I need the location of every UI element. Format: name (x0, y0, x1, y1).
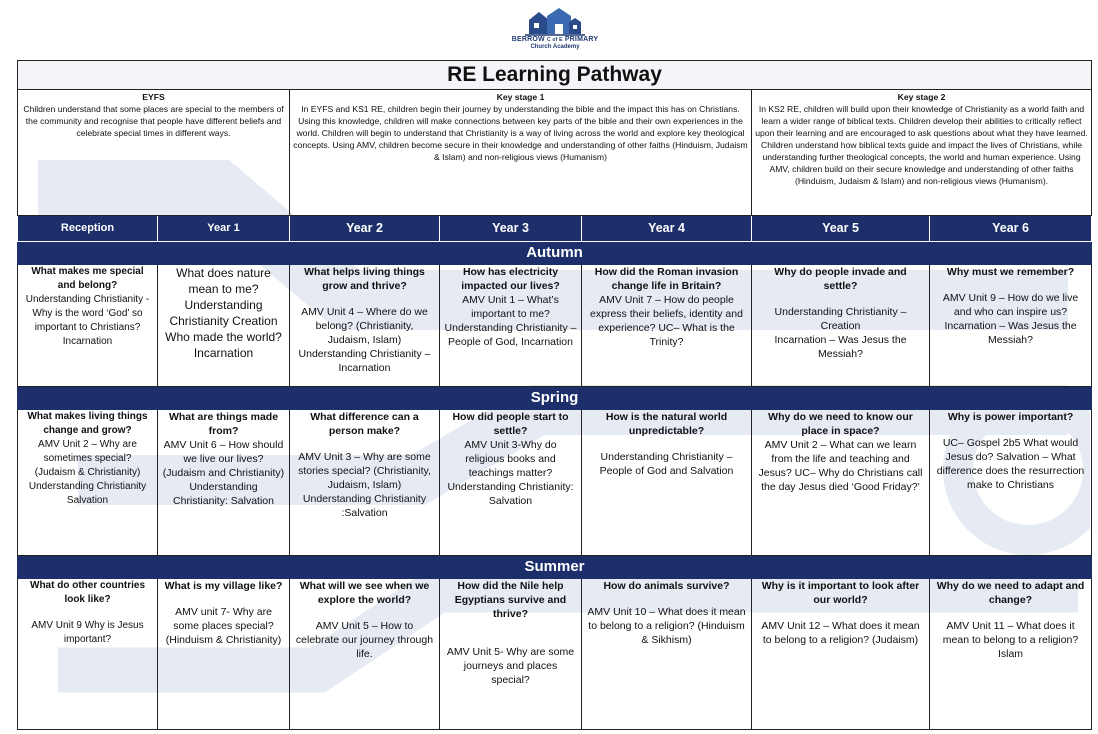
topic-question: What difference can a person make? (310, 411, 419, 437)
topic-text: Incarnation (62, 336, 113, 347)
intro-heading: Key stage 1 (496, 92, 545, 102)
year-header: Year 4 (582, 216, 752, 242)
spacer (294, 438, 435, 450)
season-header-autumn: Autumn (18, 242, 1092, 265)
topic-question: What will we see when we explore the world? (299, 580, 430, 606)
spacer (586, 593, 747, 605)
year-header: Year 5 (752, 216, 930, 242)
topic-cell (582, 410, 752, 556)
spacer (934, 279, 1087, 291)
topic-text: AMV Unit 7 – How do people express their beliefs, identity and experience? UC– What is the Trinity? (590, 294, 743, 348)
page-title: RE Learning Pathway (18, 61, 1092, 90)
spacer (756, 293, 925, 305)
year-header: Reception (18, 216, 158, 242)
school-building-icon (525, 6, 585, 36)
topic-text: AMV Unit 2 – What can we learn from the life and teaching and Jesus? UC– Why do Christians call the day Jesus died ‘Good Friday?’ (758, 439, 923, 493)
spacer (934, 424, 1087, 436)
topic-text: Understanding Christianity: Salvation (447, 481, 574, 507)
topic-cell (752, 410, 930, 556)
topic-cell (158, 579, 290, 730)
logo-line-1: BERROW (511, 36, 545, 43)
intro-text: In EYFS and KS1 RE, children begin their journey by understanding the bible and the impact this has on Christians. Using this knowledge, children will make connections between key parts of the bible and their own experiences in the world. Children will begin to understand that Christianity is a way of living across the world and explore key theological concepts. Using AMV, children become secure in their knowledge and understanding of other faiths (Hinduism, Judaism & Islam) and non-religious views (Humanism) (293, 104, 748, 162)
topic-question: What are things made from? (168, 411, 279, 437)
year-header: Year 2 (290, 216, 440, 242)
year-header: Year 6 (930, 216, 1092, 242)
topic-cell (18, 579, 158, 730)
topic-text: AMV Unit 2 – Why are sometimes special? (38, 439, 137, 464)
topic-question: What is my village like? (164, 580, 283, 592)
topic-text: Understanding Christianity – Creation (774, 306, 907, 332)
topic-text: AMV Unit 9 – How do we live and who can inspire us? (942, 292, 1079, 318)
spacer (586, 438, 747, 450)
topic-text: Salvation (66, 495, 109, 506)
spacer (934, 607, 1087, 619)
topic-text: AMV Unit 1 – What’s important to me? (462, 294, 559, 320)
topic-cell (158, 265, 290, 387)
intro-eyfs (18, 90, 290, 216)
topic-cell (18, 410, 158, 556)
topic-cell (440, 410, 582, 556)
topic-text: Understanding Christianity: Salvation (173, 481, 274, 507)
topic-text: Understanding Christianity – People of God, Incarnation (444, 322, 577, 348)
topic-text: Understanding Christianity – Incarnation (298, 348, 431, 374)
topic-text: Incarnation – Was Jesus the Messiah? (944, 320, 1077, 346)
topic-cell (930, 265, 1092, 387)
topic-text: Who made the world? (165, 330, 282, 344)
re-pathway-table (17, 60, 1092, 730)
spacer (756, 607, 925, 619)
intro-heading: EYFS (142, 92, 165, 102)
topic-text: AMV Unit 10 – What does it mean to belong to a religion? (Hinduism & Sikhism) (587, 606, 746, 646)
topic-text: UC– Gospel 2b5 What would Jesus do? Salvation – What difference does the resurrection make to Christians (936, 437, 1085, 491)
topic-cell (582, 579, 752, 730)
topic-question: Why is it important to look after our world? (761, 580, 920, 606)
topic-cell (440, 265, 582, 387)
topic-text: Understanding Christianity (28, 481, 147, 492)
intro-text: Children understand that some places are special to the members of the community and recognise that people have different beliefs and celebrate special times in different ways. (23, 104, 284, 138)
topic-question: Why do we need to adapt and change? (936, 580, 1085, 606)
topic-question: How did the Roman invasion change life in Britain? (594, 266, 739, 292)
topic-text: AMV Unit 12 – What does it mean to belong to a religion? (Judaism) (761, 620, 920, 646)
spacer (22, 607, 153, 619)
topic-question: What helps living things grow and thrive? (304, 266, 425, 292)
topic-question: What makes me special and belong? (31, 266, 144, 291)
topic-text: AMV Unit 5- Why are some journeys and places special? (446, 646, 575, 686)
topic-text: AMV Unit 5 – How to celebrate our journey through life. (295, 620, 434, 660)
topic-cell (752, 579, 930, 730)
logo-line-2: PRIMARY (564, 36, 599, 43)
spacer (444, 633, 577, 645)
topic-question: How did people start to settle? (452, 411, 569, 437)
topic-question: Why must we remember? (946, 266, 1075, 278)
topic-cell (930, 410, 1092, 556)
topic-cell (752, 265, 930, 387)
year-header: Year 1 (158, 216, 290, 242)
topic-question: What makes living things change and grow? (27, 411, 148, 436)
logo-line-3: Church Academy (530, 44, 580, 50)
topic-text: Incarnation (193, 346, 254, 360)
topic-cell (18, 265, 158, 387)
topic-text: AMV Unit 3 – Why are some stories special? (Christianity, Judaism, Islam) Understanding Christianity :Salvation (298, 451, 431, 519)
school-logo (510, 6, 600, 56)
topic-text: AMV Unit 6 – How should we live our lives? (163, 439, 284, 465)
topic-text: (Judaism & Christianity) (34, 467, 141, 478)
topic-cell (440, 579, 582, 730)
topic-cell (930, 579, 1092, 730)
topic-text: Understanding Christianity - Why is the word ‘God’ so important to Christians? (25, 294, 150, 333)
year-header: Year 3 (440, 216, 582, 242)
topic-question: Why do we need to know our place in space? (768, 411, 913, 437)
logo-small: C of E (547, 37, 563, 43)
spacer (294, 607, 435, 619)
topic-text: AMV Unit 9 Why is Jesus important? (31, 620, 144, 645)
topic-text: (Judaism and Christianity) (162, 467, 285, 479)
topic-cell (582, 265, 752, 387)
season-header-summer: Summer (18, 556, 1092, 579)
topic-text: AMV Unit 3-Why do religious books and teachings matter? (464, 439, 557, 479)
topic-question: Why do people invade and settle? (774, 266, 907, 292)
spacer (444, 621, 577, 633)
intro-ks2 (752, 90, 1092, 216)
topic-text: AMV Unit 4 – Where do we belong? (Christianity, Judaism, Islam) (301, 306, 428, 346)
topic-text: Understanding Christianity – People of God and Salvation (599, 451, 734, 477)
topic-question: How did the Nile help Egyptians survive and thrive? (454, 580, 567, 620)
topic-question: How has electricity impacted our lives? (461, 266, 560, 292)
topic-text: What does nature mean to me? (176, 266, 271, 296)
topic-question: Why is power important? (947, 411, 1074, 423)
topic-text: AMV unit 7- Why are some places special? (Hinduism & Christianity) (165, 606, 282, 646)
topic-question: What do other countries look like? (30, 580, 145, 605)
topic-cell (290, 410, 440, 556)
spacer (294, 293, 435, 305)
season-header-spring: Spring (18, 387, 1092, 410)
intro-text: In KS2 RE, children will build upon their knowledge of Christianity as a world faith and learn a wider range of biblical texts. Children develop their abilities to critically reflect upon their learning and are encouraged to ask questions about what they have learned. Children understand how biblical texts guide and impact the lives of Christians, while understanding further theological concepts, the world and human experience. Using AMV, children build on their secure knowledge and understanding of other faiths (Hinduism, Judaism & Islam) and non-religious views (Humanism). (755, 104, 1088, 186)
topic-cell (290, 579, 440, 730)
spacer (162, 593, 285, 605)
topic-text: AMV Unit 11 – What does it mean to belong to a religion? Islam (942, 620, 1079, 660)
topic-cell (290, 265, 440, 387)
topic-cell (158, 410, 290, 556)
intro-ks1 (290, 90, 752, 216)
topic-text: Incarnation – Was Jesus the Messiah? (774, 334, 907, 360)
topic-question: How is the natural world unpredictable? (605, 411, 728, 437)
topic-question: How do animals survive? (603, 580, 730, 592)
topic-text: Understanding Christianity Creation (169, 298, 278, 328)
intro-heading: Key stage 2 (897, 92, 946, 102)
